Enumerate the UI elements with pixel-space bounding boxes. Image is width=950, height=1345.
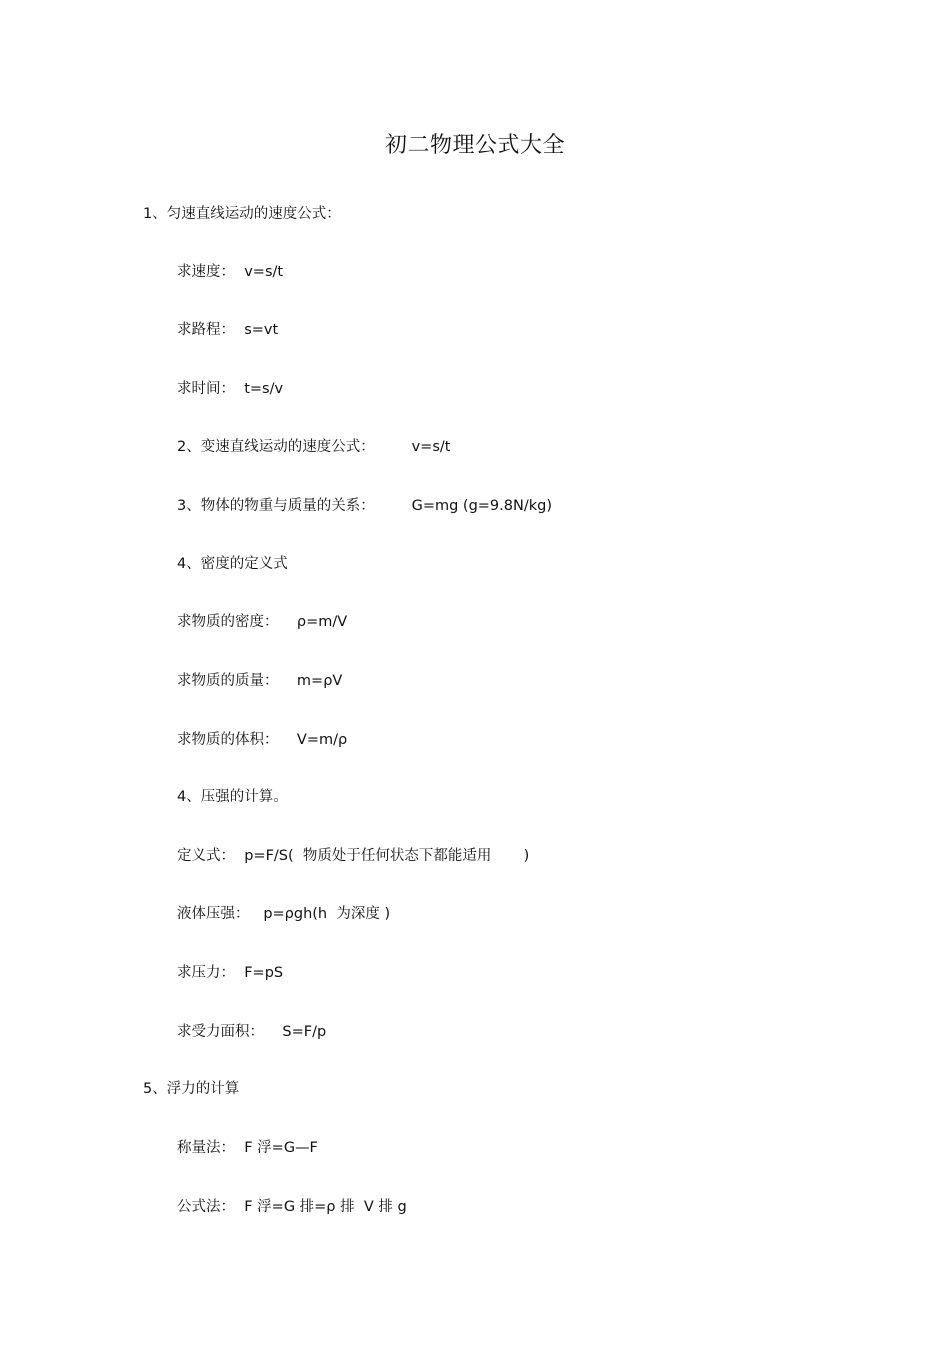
formula-line-liquid-pressure: 液体压强： p=ρgh(h 为深度 ) — [177, 906, 391, 922]
formula-line-time: 求时间： t=s/v — [177, 381, 284, 397]
formula-line-distance: 求路程： s=vt — [177, 322, 279, 338]
formula-line-weighing-method: 称量法： F 浮=G—F — [177, 1140, 318, 1156]
formula-line-density: 求物质的密度： ρ=m/V — [177, 614, 348, 630]
formula-line-volume: 求物质的体积： V=m/ρ — [177, 732, 348, 748]
formula-line-force: 求压力： F=pS — [177, 965, 284, 981]
formula-line-weight-mass: 3、物体的物重与质量的关系： G=mg (g=9.8N/kg) — [177, 498, 552, 514]
formula-line-speed: 求速度： v=s/t — [177, 264, 284, 280]
formula-line-area: 求受力面积： S=F/p — [177, 1024, 327, 1040]
formula-line-pressure-definition: 定义式： p=F/S( 物质处于任何状态下都能适用 ) — [177, 848, 530, 864]
formula-line-variable-speed: 2、变速直线运动的速度公式： v=s/t — [177, 439, 451, 455]
formula-line-formula-method: 公式法： F 浮=G 排=ρ 排 V 排 g — [177, 1199, 407, 1215]
section-heading-1: 1、匀速直线运动的速度公式： — [143, 206, 341, 222]
document-title: 初二物理公式大全 — [384, 133, 565, 158]
section-heading-5: 5、浮力的计算 — [143, 1081, 240, 1097]
formula-line-mass: 求物质的质量： m=ρV — [177, 673, 343, 689]
section-heading-density: 4、密度的定义式 — [177, 556, 288, 572]
section-heading-pressure: 4、压强的计算。 — [177, 789, 288, 805]
